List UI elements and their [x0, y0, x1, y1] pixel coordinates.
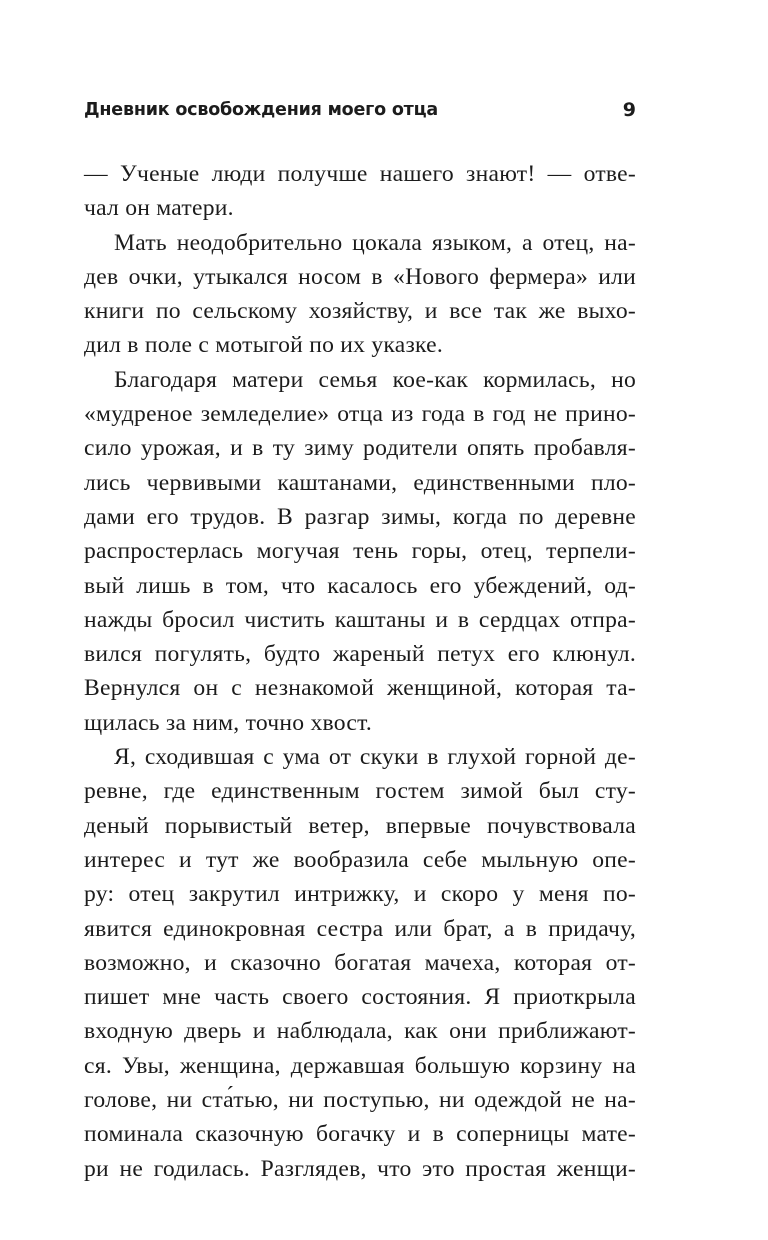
text-line: дил в поле с мотыгой по их указке.: [84, 332, 444, 359]
text-line: — Ученые люди получше нашего знают! — отве-: [84, 161, 636, 187]
text-line: книги по сельскому хозяйству, и все так же выхо-: [84, 298, 636, 325]
body-text: [84, 154, 636, 1183]
running-header: [84, 98, 636, 126]
text-line: ри не годилась. Разглядев, что это простая женщи-: [84, 1155, 636, 1182]
text-line: «мудреное земледелие» отца из года в год не прино-: [84, 401, 636, 428]
text-line: поминала сказочную богачку и в соперницы мате-: [84, 1121, 636, 1148]
text-line: ся. Увы, женщина, державшая большую корзину на: [84, 1052, 636, 1079]
text-line: Я, сходившая с ума от скуки в глухой горной де-: [114, 744, 636, 771]
text-line: деный порывистый ветер, впервые почувствовала: [84, 812, 636, 839]
text-line: ру: отец закрутил интрижку, и скоро у меня по-: [84, 881, 636, 908]
text-line: интерес и тут же вообразила себе мыльную опе-: [84, 846, 636, 873]
text-line: ревне, где единственным гостем зимой был сту-: [84, 778, 636, 805]
text-line: распростерлась могучая тень горы, отец, терпели-: [84, 538, 636, 565]
text-line: входную дверь и наблюдала, как они приближают-: [84, 1018, 636, 1045]
book-title: Дневник освобождения моего отца: [84, 100, 438, 120]
text-line: возможно, и сказочно богатая мачеха, которая от-: [84, 949, 636, 976]
text-line: пишет мне часть своего состояния. Я приоткрыла: [84, 984, 636, 1011]
text-line: дев очки, утыкался носом в «Нового фермера» или: [84, 263, 636, 290]
text-line: чал он матери.: [84, 195, 234, 222]
text-line: Вернулся он с незнакомой женщиной, которая та-: [84, 675, 636, 702]
text-line: Мать неодобрительно цокала языком, а отец, на-: [114, 229, 636, 256]
text-line: голове, ни ста́тью, ни поступью, ни одеждой не на-: [84, 1087, 636, 1114]
text-line: вый лишь в том, что касалось его убеждений, од-: [84, 572, 636, 599]
text-line: дами его трудов. В разгар зимы, когда по деревне: [84, 503, 636, 530]
text-line: вился погулять, будто жареный петух его клюнул.: [84, 641, 636, 668]
text-line: явится единокровная сестра или брат, а в придачу,: [84, 915, 636, 942]
page-number: 9: [622, 99, 636, 121]
text-line: Благодаря матери семья кое-как кормилась, но: [114, 366, 636, 393]
text-line: нажды бросил чистить каштаны и в сердцах отпра-: [84, 606, 636, 633]
text-line: сило урожая, и в ту зиму родители опять пробавля-: [84, 435, 636, 462]
text-line: лись червивыми каштанами, единственными пло-: [84, 469, 636, 496]
text-line: щилась за ним, точно хвост.: [84, 709, 373, 736]
